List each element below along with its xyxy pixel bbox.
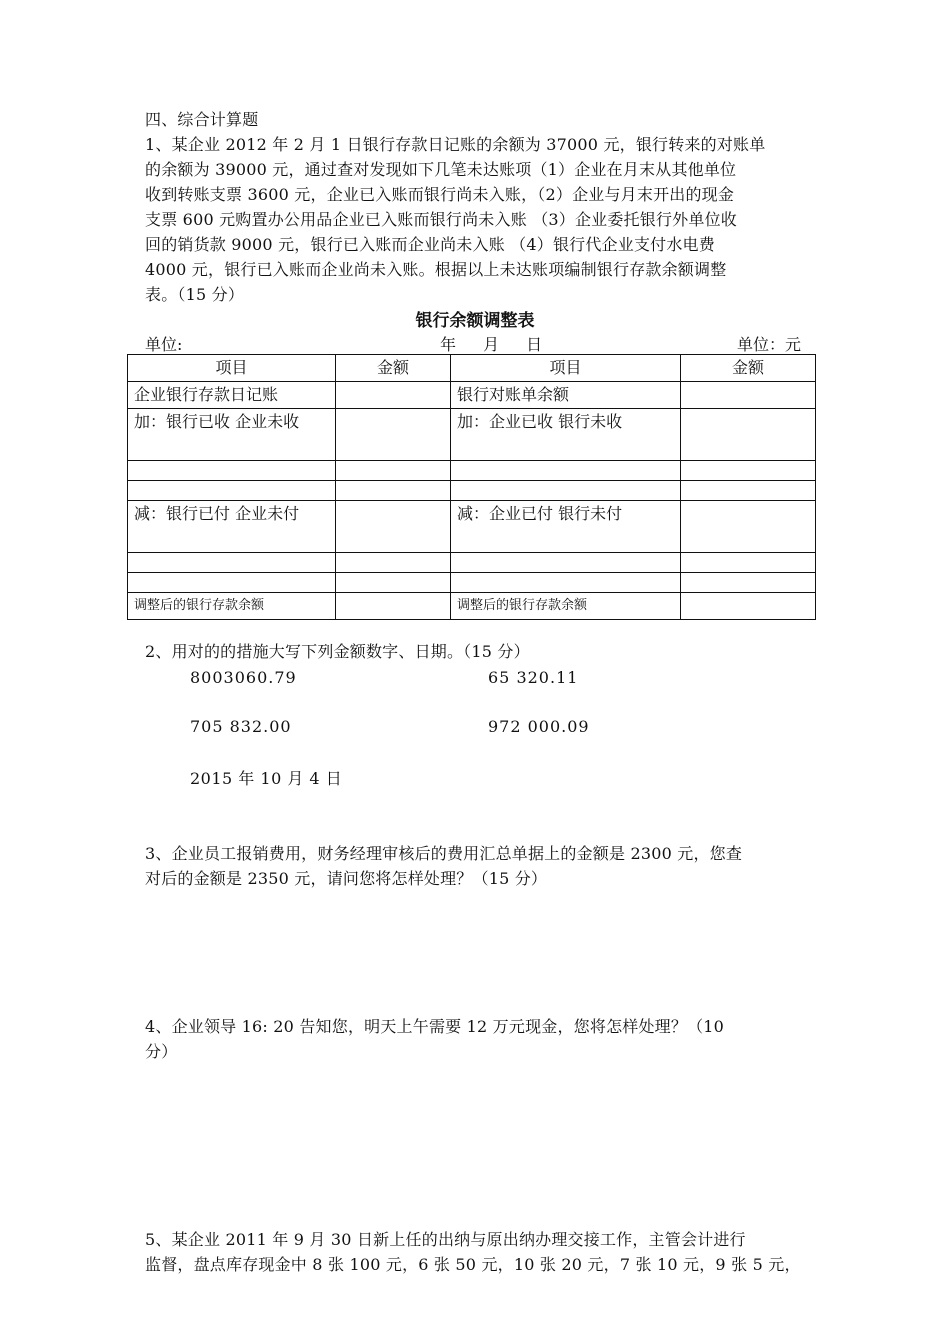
q1-line: 的余额为 39000 元，通过查对发现如下几笔未达账项（1）企业在月末从其他单位 (145, 160, 737, 179)
date-value: 2015 年 10 月 4 日 (190, 769, 343, 788)
table-row (128, 553, 816, 573)
amount-cell[interactable] (681, 573, 816, 593)
question-1 (145, 132, 765, 307)
table-cell: 调整后的银行存款余额 (451, 593, 681, 620)
table-title: 银行余额调整表 (415, 311, 535, 331)
table-total-row (128, 593, 816, 620)
header-item: 项目 (128, 355, 336, 382)
amount-cell[interactable] (681, 481, 816, 501)
table-unit-label: 单位: (145, 335, 183, 354)
table-cell: 加：企业已收 银行未收 (451, 409, 681, 461)
q1-line: 1、某企业 2012 年 2 月 1 日银行存款日记账的余额为 37000 元，银行转来的对账单 (145, 135, 766, 154)
question-3 (145, 841, 742, 891)
amount-1: 8003060.79 (190, 668, 297, 687)
amount-2: 65 320.11 (488, 668, 579, 687)
table-cell[interactable] (128, 461, 336, 481)
q4-line: 4、企业领导 16: 20 告知您，明天上午需要 12 万元现金，您将怎样处理？（10 (145, 1017, 725, 1036)
header-amount: 金额 (681, 355, 816, 382)
table-header-row (128, 355, 816, 382)
amount-cell[interactable] (681, 409, 816, 461)
reconciliation-table (127, 354, 816, 620)
header-item: 项目 (451, 355, 681, 382)
table-currency-unit: 单位：元 (737, 335, 802, 354)
q1-line: 4000 元，银行已入账而企业尚未入账。根据以上未达账项编制银行存款余额调整 (145, 260, 727, 279)
table-cell[interactable] (128, 481, 336, 501)
table-cell: 加：银行已收 企业未收 (128, 409, 336, 461)
question-4 (145, 1014, 724, 1064)
q3-line: 3、企业员工报销费用，财务经理审核后的费用汇总单据上的金额是 2300 元，您查 (145, 844, 743, 863)
table-row (128, 409, 816, 461)
table-cell[interactable] (451, 553, 681, 573)
amount-cell[interactable] (336, 382, 451, 409)
amount-cell[interactable] (681, 553, 816, 573)
table-row (128, 481, 816, 501)
table-date-label: 年 月 日 (440, 335, 543, 354)
q3-line: 对后的金额是 2350 元，请问您将怎样处理？（15 分） (145, 869, 548, 888)
table-cell: 银行对账单余额 (451, 382, 681, 409)
amount-cell[interactable] (336, 573, 451, 593)
table-cell: 调整后的银行存款余额 (128, 593, 336, 620)
q1-line: 表。（15 分） (145, 285, 245, 304)
table-cell[interactable] (128, 573, 336, 593)
amount-cell[interactable] (336, 501, 451, 553)
amount-cell[interactable] (336, 593, 451, 620)
table-cell[interactable] (451, 573, 681, 593)
table-row (128, 382, 816, 409)
question-5 (145, 1227, 801, 1277)
q1-line: 收到转账支票 3600 元，企业已入账而银行尚未入账，（2）企业与月末开出的现金 (145, 185, 735, 204)
amount-cell[interactable] (336, 461, 451, 481)
table-row (128, 501, 816, 553)
table-row (128, 573, 816, 593)
q4-line: 分） (145, 1042, 178, 1061)
table-cell[interactable] (451, 461, 681, 481)
amount-cell[interactable] (336, 409, 451, 461)
q1-line: 支票 600 元购置办公用品企业已入账而银行尚未入账 （3）企业委托银行外单位收 (145, 210, 737, 229)
amount-cell[interactable] (681, 461, 816, 481)
table-cell: 减：企业已付 银行未付 (451, 501, 681, 553)
amount-cell[interactable] (681, 501, 816, 553)
amount-cell[interactable] (681, 593, 816, 620)
q5-line: 5、某企业 2011 年 9 月 30 日新上任的出纳与原出纳办理交接工作，主管会计进行 (145, 1230, 746, 1249)
table-cell: 减：银行已付 企业未付 (128, 501, 336, 553)
q5-line: 监督，盘点库存现金中 8 张 100 元，6 张 50 元，10 张 20 元，7 张 10 元，9 张 5 元， (145, 1255, 801, 1274)
q1-line: 回的销货款 9000 元，银行已入账而企业尚未入账 （4）银行代企业支付水电费 (145, 235, 715, 254)
table-row (128, 461, 816, 481)
amount-cell[interactable] (336, 481, 451, 501)
amount-4: 972 000.09 (488, 717, 590, 736)
amount-3: 705 832.00 (190, 717, 292, 736)
header-amount: 金额 (336, 355, 451, 382)
amount-cell[interactable] (681, 382, 816, 409)
amount-cell[interactable] (336, 553, 451, 573)
section-heading: 四、综合计算题 (145, 110, 259, 129)
table-cell: 企业银行存款日记账 (128, 382, 336, 409)
table-cell[interactable] (451, 481, 681, 501)
question-2: 2、用对的的措施大写下列金额数字、日期。（15 分） (145, 642, 530, 661)
table-cell[interactable] (128, 553, 336, 573)
